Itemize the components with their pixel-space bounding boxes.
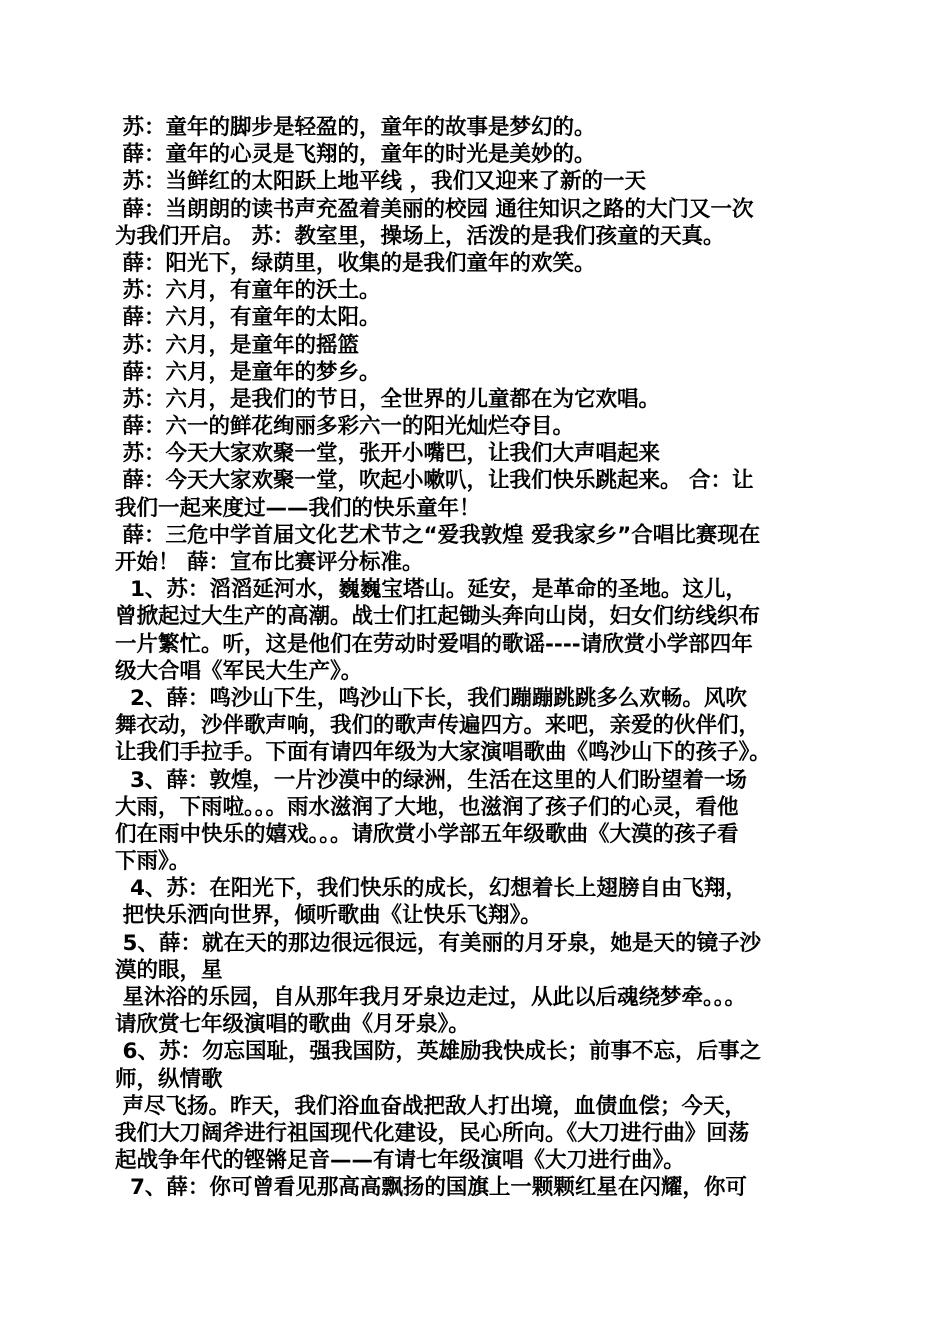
text-line: 们在雨中快乐的嬉戏。。。请欣赏小学部五年级歌曲《大漠的孩子看 (115, 821, 739, 847)
text-line: 薛：阳光下，绿荫里，收集的是我们童年的欢笑。 (115, 250, 596, 276)
text-line: 薛：三危中学首届文化艺术节之“爱我敦煌 爱我家乡”合唱比赛现在 (115, 522, 761, 548)
text-line: 起战争年代的铿锵足音——有请七年级演唱《大刀进行曲》。 (115, 1148, 685, 1174)
text-line: 声尽飞扬。昨天，我们浴血奋战把敌人打出境，血债血偿；今天， (115, 1093, 746, 1119)
text-line: 把快乐洒向世界，倾听歌曲《让快乐飞翔》。 (115, 903, 542, 929)
text-line: 苏：今天大家欢聚一堂，张开小嘴巴，让我们大声唱起来 (115, 441, 660, 467)
text-line: 苏：六月，有童年的沃土。 (115, 278, 381, 304)
text-line: 3、薛：敦煌，一片沙漠中的绿洲，生活在这里的人们盼望着一场 (115, 767, 747, 793)
text-line: 薛：童年的心灵是飞翔的，童年的时光是美妙的。 (115, 142, 596, 168)
text-line: 薛：六月，是童年的梦乡。 (115, 359, 381, 385)
text-line: 薛：六一的鲜花绚丽多彩六一的阳光灿烂夺目。 (115, 414, 574, 440)
text-line: 开始！ 薛：宣布比赛评分标准。 (115, 550, 424, 575)
text-line: 7、薛：你可曾看见那高高飘扬的国旗上一颗颗红星在闪耀，你可 (115, 1175, 747, 1201)
text-line: 薛：今天大家欢聚一堂，吹起小嗽叭，让我们快乐跳起来。 合：让 (115, 468, 754, 494)
text-line: 我们一起来度过——我们的快乐童年！ (115, 495, 481, 521)
text-line: 星沐浴的乐园，自从那年我月牙泉边走过，从此以后魂绕梦牵。。。 (115, 985, 746, 1010)
text-line: 级大合唱《军民大生产》。 (115, 658, 363, 684)
text-line: 1、苏：滔滔延河水，巍巍宝塔山。延安，是革命的圣地。这儿， (115, 577, 747, 603)
text-line: 2、薛：鸣沙山下生，鸣沙山下长，我们蹦蹦跳跳多么欢畅。风吹 (115, 685, 747, 711)
text-line: 师，纵情歌 (115, 1066, 223, 1092)
text-line: 下雨》。 (115, 849, 191, 875)
text-line: 为我们开启。 苏：教室里，操场上，活泼的是我们孩童的天真。 (115, 223, 725, 249)
document-body (115, 114, 850, 1202)
text-line: 舞衣动，沙伴歌声响，我们的歌声传遍四方。来吧，亲爱的伙伴们， (115, 713, 761, 739)
text-line: 4、苏：在阳光下，我们快乐的成长，幻想着长上翅膀自由飞翔， (115, 876, 747, 902)
text-line: 5、薛：就在天的那边很远很远，有美丽的月牙泉，她是天的镜子沙 (115, 930, 761, 956)
text-line: 曾掀起过大生产的高潮。战士们扛起锄头奔向山岗，妇女们纺线织布 (115, 604, 761, 630)
text-line: 请欣赏七年级演唱的歌曲《月牙泉》。 (115, 1012, 470, 1038)
text-line: 大雨，下雨啦。。。雨水滋润了大地，也滋润了孩子们的心灵，看他 (115, 794, 739, 820)
text-line: 薛：六月，有童年的太阳。 (115, 305, 381, 331)
text-line: 苏：当鲜红的太阳跃上地平线 ，我们又迎来了新的一天 (115, 169, 646, 195)
text-line: 苏：六月，是我们的节日，全世界的儿童都在为它欢唱。 (115, 386, 660, 412)
text-line: 6、苏：勿忘国耻，强我国防，英雄励我快成长；前事不忘，后事之 (115, 1039, 761, 1065)
text-line: 漠的眼，星 (115, 957, 223, 983)
text-line: 苏：六月，是童年的摇篮 (115, 332, 359, 358)
text-line: 薛：当朗朗的读书声充盈着美丽的校园 通往知识之路的大门又一次 (115, 196, 754, 222)
text-line: 一片繁忙。听，这是他们在劳动时爱唱的歌谣----请欣赏小学部四年 (115, 631, 753, 657)
text-line: 让我们手拉手。下面有请四年级为大家演唱歌曲《鸣沙山下的孩子》。 (115, 740, 771, 766)
text-line: 苏：童年的脚步是轻盈的，童年的故事是梦幻的。 (115, 115, 596, 140)
text-line: 我们大刀阔斧进行祖国现代化建设，民心所向。《大刀进行曲》回荡 (115, 1120, 750, 1146)
